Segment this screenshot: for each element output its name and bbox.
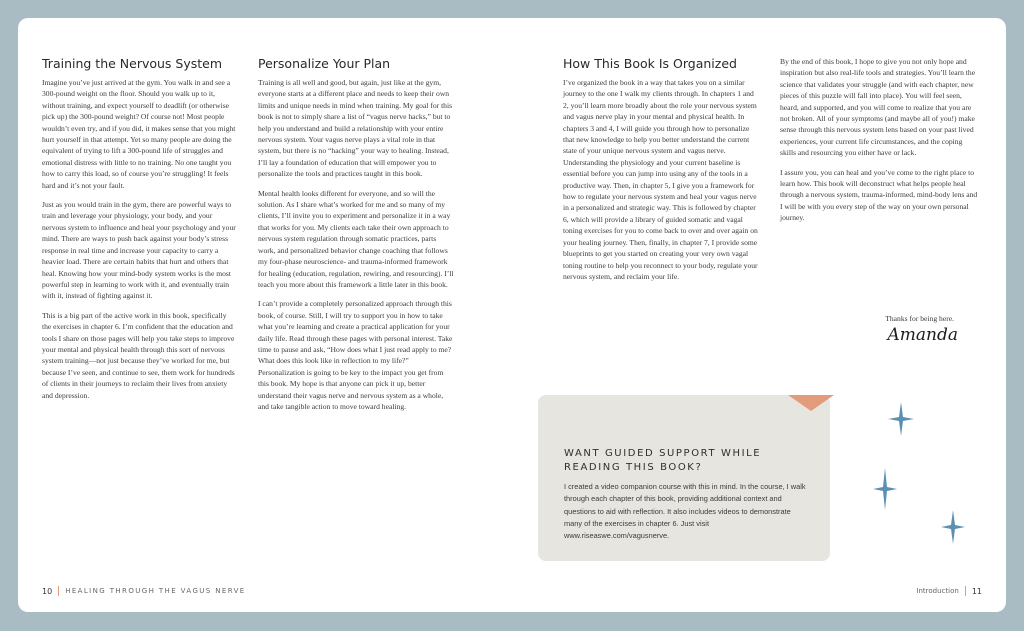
paragraph: Training is all well and good, but again, just like at the gym, everyone starts at a different place and needs to keep their own limits and unique needs in mind when training. My goal for this book is not to simply share a list of “vagus nerve hacks,” but to help you understand and build a relationship with your entire nervous system. Your vagus nerve plays a vital role in that system, but there is no “hacking” your way to healing. Instead, I’ll lay a foundation of education that will empower you to personalize the tools and practices taught in this book. [258,78,453,179]
column-organized [563,56,759,290]
section-name: Introduction [916,587,959,595]
page-number: 10 [42,586,53,596]
book-spread [18,18,1006,612]
paragraph: Imagine you’ve just arrived at the gym. You walk in and see a 300-pound weight on the floor. Should you walk up to it, without training, and expect yourself to deadlift (or otherwise pick up) the 300-pound weight? Of course not! Most people wouldn’t even try, and if you did, it makes sense that you might hurt yourself in that attempt. Yet so many people are doing the equivalent of trying to lift a 300-pound life of struggles and emotional distress with little to no training. No one taught you how to carry this load, so of course you’re struggling! It feels hard and it’s not your fault. [42,78,236,190]
paragraph: By the end of this book, I hope to give you not only hope and inspiration but also real-life tools and strategies. You’ll learn the science that validates your struggle (and with each chapter, new pieces of this puzzle will fall into place). You will feel seen, heard, and supported, and you will come to realize that you are not broken. All of your symptoms (and maybe all of you!) make sense through this nervous system lens based on your past lived experiences, your current life circumstances, and the coping skills and resourcing you either have or lack. [780,57,976,158]
column-personalize [258,56,454,420]
callout-box [538,395,830,561]
sparkle-icon [888,402,914,436]
sparkle-icon [873,468,897,510]
paragraph: I assure you, you can heal and you’ve come to the right place to learn how. This book will deconstruct what helps people heal through a nervous system, trauma-informed, mind-body lens and I will be with you every step of the way on your own personal journey. [780,167,978,223]
callout-body: I created a video companion course with this in mind. In the course, I walk through each chapter of this book, providing additional context and questions to aid with reflection. It also includes videos to demonstrate many of the exercises in chapter 6. Just visit www.riseaswe.com/vagusnerve. [564,482,806,541]
heading-organized: How This Book Is Organized [563,56,737,71]
paragraph: This is a big part of the active work in this book, specifically the exercises in chapter 6. I’m confident that the education and tools I share on those pages will help you take steps to improve your mental and physical health through this sort of nervous system training—not just because they’ve worked for me, but because I’ve seen, and continue to see, them work for hundreds of clients in their journeys to reclaim their lives from anxiety and depression. [42,310,235,400]
running-head: HEALING THROUGH THE VAGUS NERVE [65,587,246,595]
column-closing [780,56,980,232]
footer-divider [965,586,966,596]
footer-divider [58,586,59,596]
callout-accent-triangle [788,395,834,411]
paragraph: I can’t provide a completely personalized approach through this book, of course. Still, I will try to support you in how to take what you’re learning and create a practical application for your daily life. Read through these pages with personal interest. Take time to pause and ask, “How does what I just read apply to me? What does this look like in reflection to my life?” Personalization is going to be key to the impact you get from this book. My hope is that anyone can pick it up, better understand their vagus nerve and nervous system as a whole, and take tangible action to move toward healing. [258,299,453,411]
thanks-text: Thanks for being here. [885,314,954,323]
page-number: 11 [971,586,982,596]
paragraph: I’ve organized the book in a way that takes you on a similar journey to the one I walk my clients through. In chapters 1 and 2, you’ll learn more broadly about the role your nervous system and vagus nerve play in your mental and physical health. In chapters 3 and 4, I will guide you through how to personalize that new knowledge to help you better understand the current state of your unique nervous system and vagus nerve. Understanding the physiology and your current baseline is essential before you can jump into using any of the tools in a productive way. Then, in chapter 5, I give you a framework for how to regulate your nervous system and heal your vagus nerve in a personalized and strategic way. This is followed by chapter 6, which will provide a library of guided somatic and vagal toning exercises for you to come back to over and over again on your healing journey. Then, finally, in chapter 7, I provide some blueprints to get you started on creating your very own vagal toning routine to help you reconnect to your body, regulate your nervous system, and reclaim your life. [563,78,758,281]
signature: Amanda [887,325,958,345]
paragraph: Just as you would train in the gym, there are powerful ways to train and leverage your physiology, your body, and your nervous system to influence and heal your psychology and your mind. There are ways to push back against your body’s stress response in real time and increase your capacity to carry a heavier load. There are certain habits that hurt and others that heal. Knowing how your mind-body system works is the most powerful step in learning to work with it, and eventually train with it, instead of fighting against it. [42,200,236,301]
footer-left [42,586,246,596]
signoff [838,314,958,345]
footer-right [916,586,982,596]
heading-training: Training the Nervous System [42,56,223,71]
heading-personalize: Personalize Your Plan [258,56,391,71]
column-training [42,56,236,409]
paragraph: Mental health looks different for everyone, and so will the solution. As I share what’s worked for me and so many of my clients, I’ll invite you to experiment and personalize it in a way that works for you. My clients each take their own approach to nervous system regulation through somatic practices, parts work, and personalized behavior change coaching that follows my four-phase neuroscience- and trauma-informed framework for healing (education, regulation, rewiring, and resourcing). I’ll teach you more about this framework a little later in this book. [258,188,454,289]
sparkle-icon [941,510,965,544]
callout-title: WANT GUIDED SUPPORT WHILE READING THIS BOOK? [564,448,762,473]
